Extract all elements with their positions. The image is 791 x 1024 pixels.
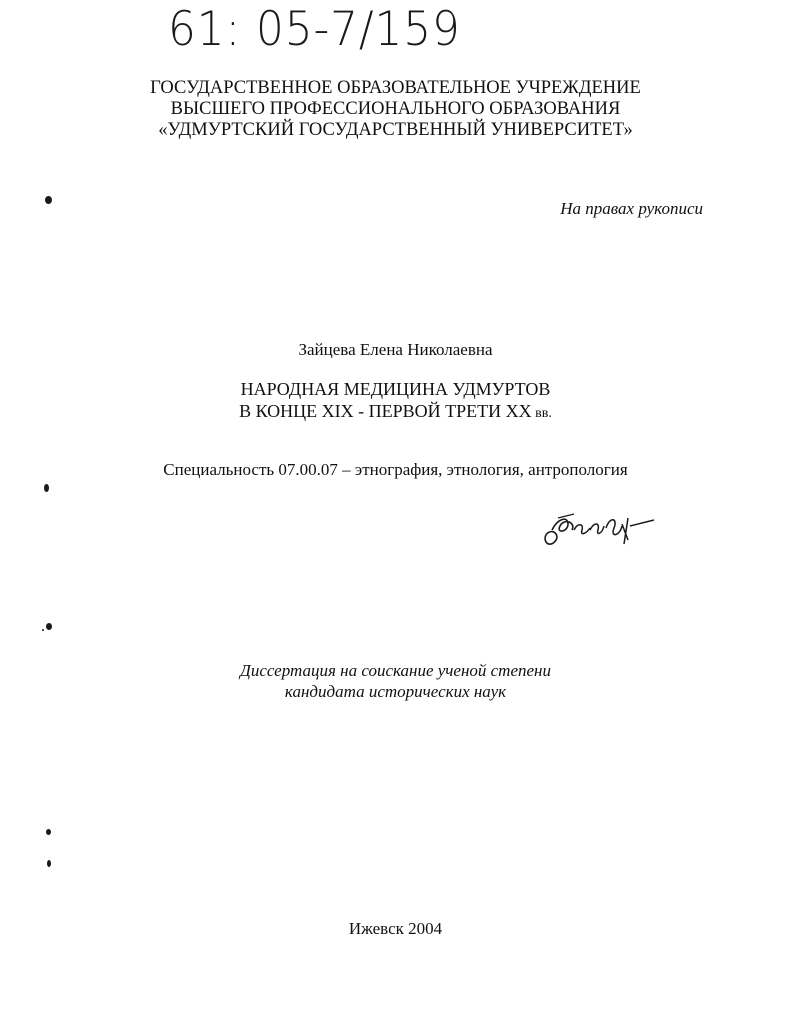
institution-line-1: ГОСУДАРСТВЕННОЕ ОБРАЗОВАТЕЛЬНОЕ УЧРЕЖДЕНИЕ	[150, 78, 641, 98]
scan-mark	[47, 860, 51, 867]
city-year: Ижевск 2004	[348, 919, 443, 938]
scan-mark	[46, 623, 52, 630]
title-line-1: НАРОДНАЯ МЕДИЦИНА УДМУРТОВ	[240, 379, 551, 399]
degree-line-2: кандидата исторических наук	[284, 682, 507, 701]
scan-mark	[46, 829, 51, 835]
degree-line-1: Диссертация на соискание ученой степени	[240, 661, 551, 680]
archive-code-handwritten: 61: 05-7/159	[168, 2, 461, 57]
institution-line-3: «УДМУРТСКИЙ ГОСУДАРСТВЕННЫЙ УНИВЕРСИТЕТ»	[158, 120, 633, 140]
title-line-2	[0, 400, 791, 425]
institution-line-2: ВЫСШЕГО ПРОФЕССИОНАЛЬНОГО ОБРАЗОВАНИЯ	[170, 99, 621, 119]
scan-mark	[45, 196, 52, 204]
specialty-line: Специальность 07.00.07 – этнография, этнология, антропология	[163, 460, 628, 479]
signature-image	[538, 500, 658, 560]
scan-mark	[44, 484, 49, 492]
title-line-2-main: В КОНЦЕ XIX - ПЕРВОЙ ТРЕТИ XX	[239, 401, 532, 421]
manuscript-note: На правах рукописи	[560, 199, 703, 218]
author-name: Зайцева Елена Николаевна	[298, 340, 493, 359]
title-line-2-suffix: вв.	[531, 406, 552, 421]
scan-mark	[42, 629, 44, 631]
